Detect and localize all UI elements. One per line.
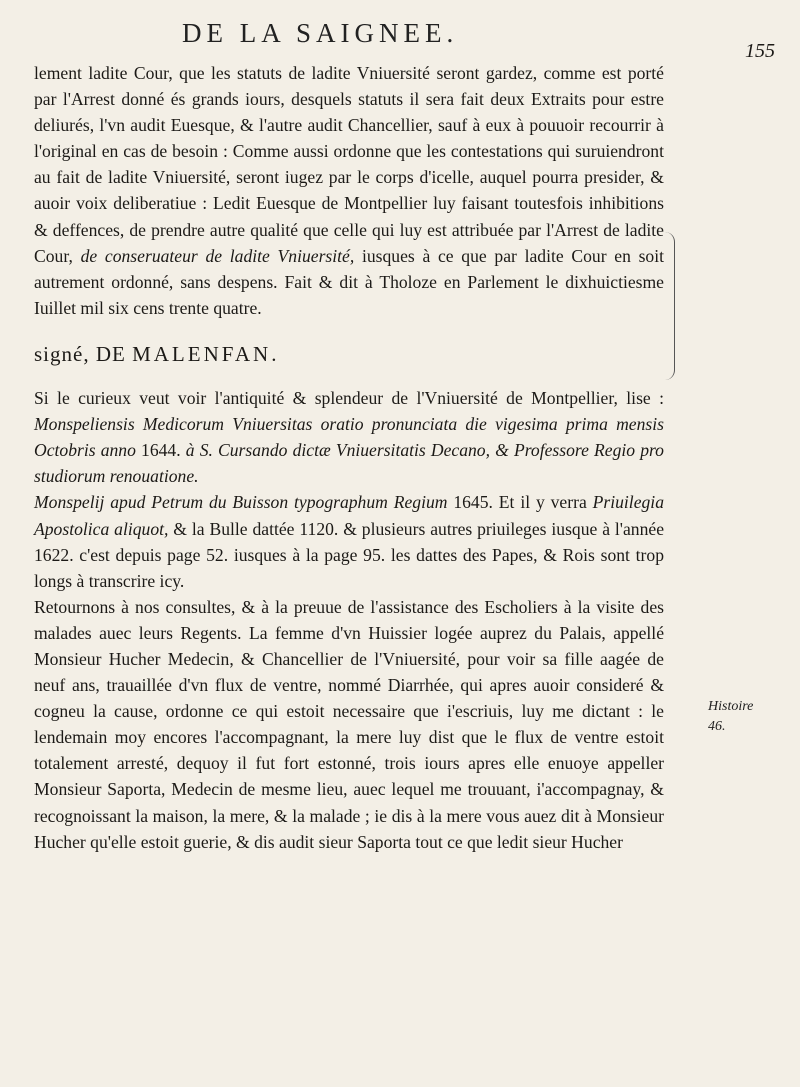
antiquity-text: Si le curieux veut voir l'antiquité & splendeur de l'Vniuersité de Montpellier, lise :: [34, 388, 664, 409]
signature-line: [34, 341, 664, 367]
paragraph-imprint: [34, 489, 664, 593]
antiquity-title-cont: à S. Cursando dictæ Vniuersitatis Decano, & Professore Regio pro studiorum renouatione.: [34, 440, 664, 487]
imprint-end: & la Bulle dattée 1120. & plusieurs autres priuileges iusque à l'année 1622. c'est depuis page 52. iusques à la page 95. les dattes des Papes, & Rois sont trop longs à transcrire icy.: [34, 518, 664, 591]
antiquity-title: Monspeliensis Medicorum Vniuersitas oratio pronunciata die vigesima prima mensis Octobris anno: [34, 414, 664, 461]
margin-note-title: Histoire: [708, 699, 754, 714]
running-title: DE LA SAIGNEE.: [182, 18, 459, 48]
imprint-year: 1645.: [447, 492, 493, 513]
imprint-italic: Monspelij apud Petrum du Buisson typographum Regium: [34, 492, 448, 513]
consultes-text: Retournons à nos consultes, & à la preuue de l'assistance des Escholiers à la visite des malades auec leurs Regents. La femme d'vn Huissier logée auprez du Palais, appellé Monsieur Hucher Medecin, & Chancellier de l'Vniuersité, pour voir sa fille aagée de neuf ans, trauaillée d'vn flux de ventre, nommé Diarrhée, qui apres auoir consideré & cogneu la cause, ordonne ce qui estoit necessaire que i'escriuis, luy me dictant : le lendemain moy encores l'accompagnant, la mere luy dist que le flux de ventre estoit totalement arresté, dequoy il fut fort estonné, trois iours apres elle enuoye appeller Monsieur Saporta, Medecin de mesme lieu, auec lequel me trouuant, i'accompagnay, & recognoissant la maison, la mere, & la malade ; ie dis à la mere vous auez dit à Monsieur Hucher qu'elle estoit guerie, & dis audit sieur Saporta tout ce que ledit sieur Hucher: [34, 596, 664, 852]
paragraph-antiquity: [34, 385, 664, 489]
decree-text: lement ladite Cour, que les statuts de ladite Vniuersité seront gardez, comme est porté par l'Arrest donné és grands iours, desquels statuts il sera fait deux Extraits pour estre deliurés, l'vn audit Euesque, & l'autre audit Chancellier, sauf à eux à pouuoir recourrir à l'original en cas de besoin : Comme aussi ordonne que les contestations qui suruiendront au fait de ladite Vniuersité, seront iugez par le corps d'icelle, auquel pourra presider, & auoir voix deliberatiue : Ledit Euesque de Montpellier luy faisant toutesfois inhibitions & deffences, de prendre autre qualité que celle qui luy est attribuée par l'Arrest de ladite Cour,: [34, 63, 664, 266]
margin-note: [708, 697, 753, 737]
imprint-italic-2: Priuilegia Apostolica aliquot,: [34, 492, 664, 539]
imprint-mid: Et il y verra: [492, 492, 593, 513]
signature-prefix: signé, DE: [34, 341, 126, 366]
paragraph-consultes: [34, 594, 664, 855]
page-number: 155: [745, 40, 775, 62]
margin-bracket: [664, 232, 675, 380]
margin-note-number: 46.: [708, 719, 726, 734]
decree-italic: de conseruateur de ladite Vniuersité,: [72, 245, 355, 266]
paragraph-decree: [34, 60, 664, 321]
text-body: [34, 60, 664, 855]
antiquity-year: 1644.: [135, 440, 186, 461]
decree-end: iusques à ce que par ladite Cour en soit autrement ordonné, sans despens. Fait & dit à Tholoze en Parlement le dixhuictiesme Iuillet mil six cens trente quatre.: [34, 245, 664, 318]
signature-name: MALENFAN.: [132, 341, 280, 366]
